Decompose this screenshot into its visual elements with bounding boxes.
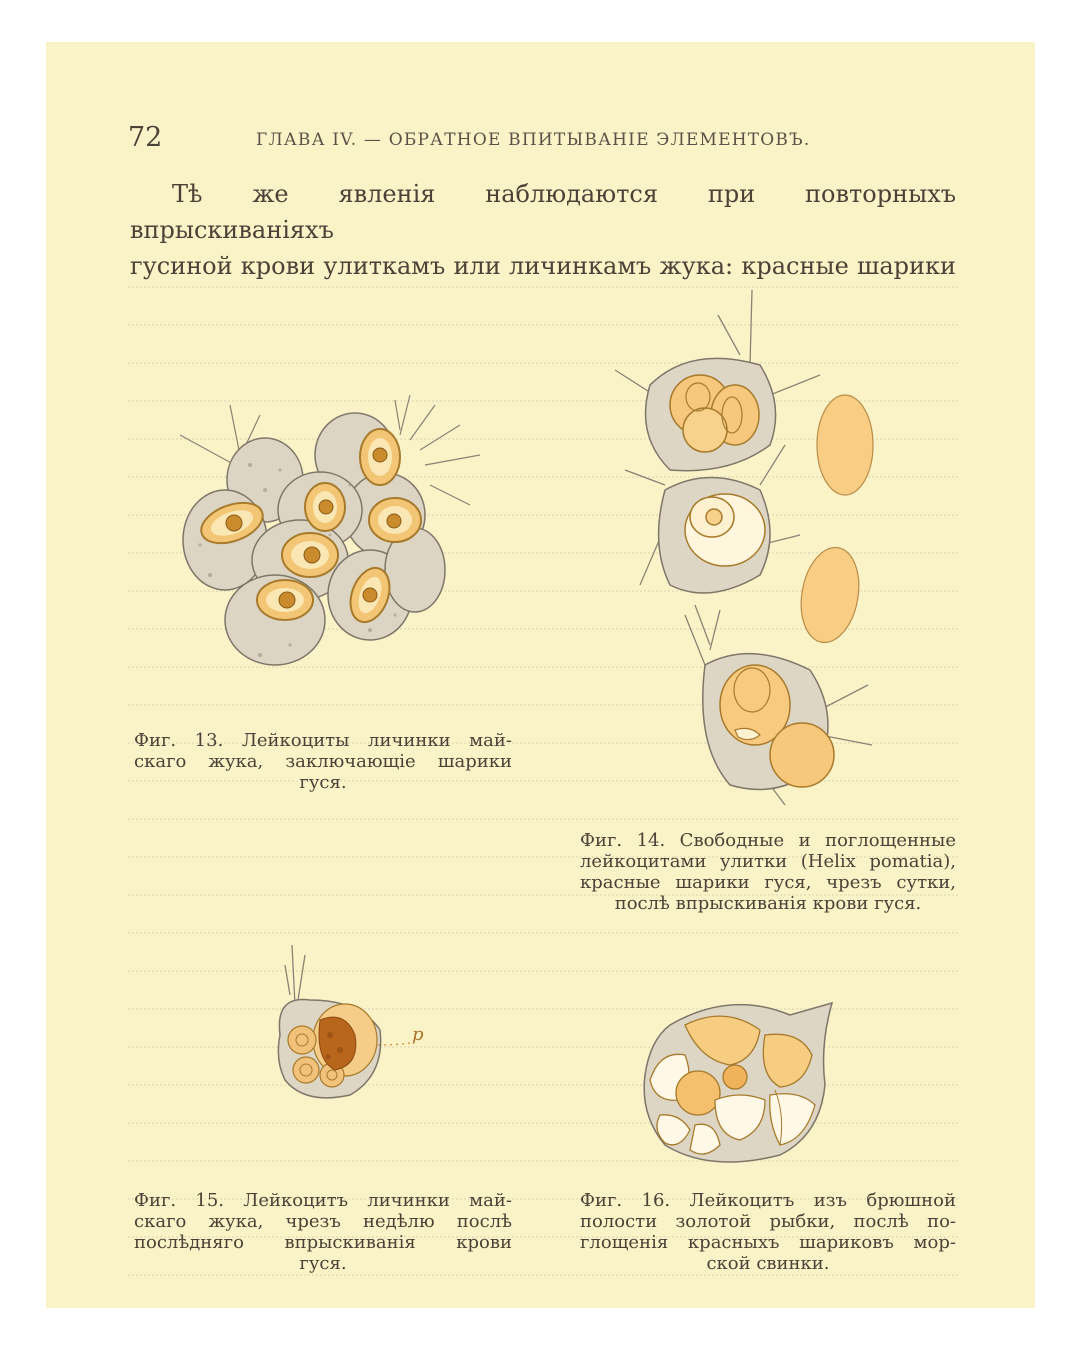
caption-line: ской свинки. xyxy=(706,1253,830,1274)
caption-line: скаго жука, чрезъ недѣлю послѣ xyxy=(134,1211,512,1232)
body-line-2: гусиной крови улиткамъ или личинкамъ жука: красные шарики xyxy=(130,252,956,280)
body-line-1: Тѣ же явленія наблюдаются при повторныхъ впрыскиваніяхъ xyxy=(130,180,956,244)
free-corpuscles xyxy=(794,395,873,647)
caption-line: гуся. xyxy=(299,772,347,793)
figure-16-illustration xyxy=(640,995,840,1170)
caption-line: лейкоцитами улитки (Helix pomatia), xyxy=(580,851,956,872)
caption-line: Фиг. 15. Лейкоцитъ личинки май- xyxy=(134,1190,512,1211)
figure-14-illustration xyxy=(610,285,880,810)
chapter-title: ГЛАВА IV. — ОБРАТНОЕ ВПИТЫВАНIЕ ЭЛЕМЕНТОВЪ. xyxy=(256,130,811,150)
caption-line: послѣ впрыскиванія крови гуся. xyxy=(614,893,922,914)
figure-15-illustration xyxy=(270,935,420,1105)
caption-line: красные шарики гуся, чрезъ сутки, xyxy=(580,872,956,893)
caption-line: послѣдняго впрыскиванія крови xyxy=(134,1232,512,1253)
figure-13-illustration xyxy=(170,395,500,685)
caption-line: гуся. xyxy=(299,1253,347,1274)
figure-14-caption xyxy=(580,830,956,914)
caption-line: Фиг. 13. Лейкоциты личинки май- xyxy=(134,730,512,751)
running-head xyxy=(128,122,958,156)
figure-15-label-p: p xyxy=(412,1024,424,1045)
page-number: 72 xyxy=(128,122,163,153)
caption-line: скаго жука, заключающіе шарики xyxy=(134,751,512,772)
figure-13-caption xyxy=(134,730,512,793)
figure-15-caption xyxy=(134,1190,512,1274)
caption-line: Фиг. 14. Свободные и поглощенные xyxy=(580,830,956,851)
body-paragraph xyxy=(130,176,956,284)
caption-line: глощенія красныхъ шариковъ мор- xyxy=(580,1232,956,1253)
caption-line: Фиг. 16. Лейкоцитъ изъ брюшной xyxy=(580,1190,956,1211)
figure-16-caption xyxy=(580,1190,956,1274)
caption-line: полости золотой рыбки, послѣ по- xyxy=(580,1211,956,1232)
